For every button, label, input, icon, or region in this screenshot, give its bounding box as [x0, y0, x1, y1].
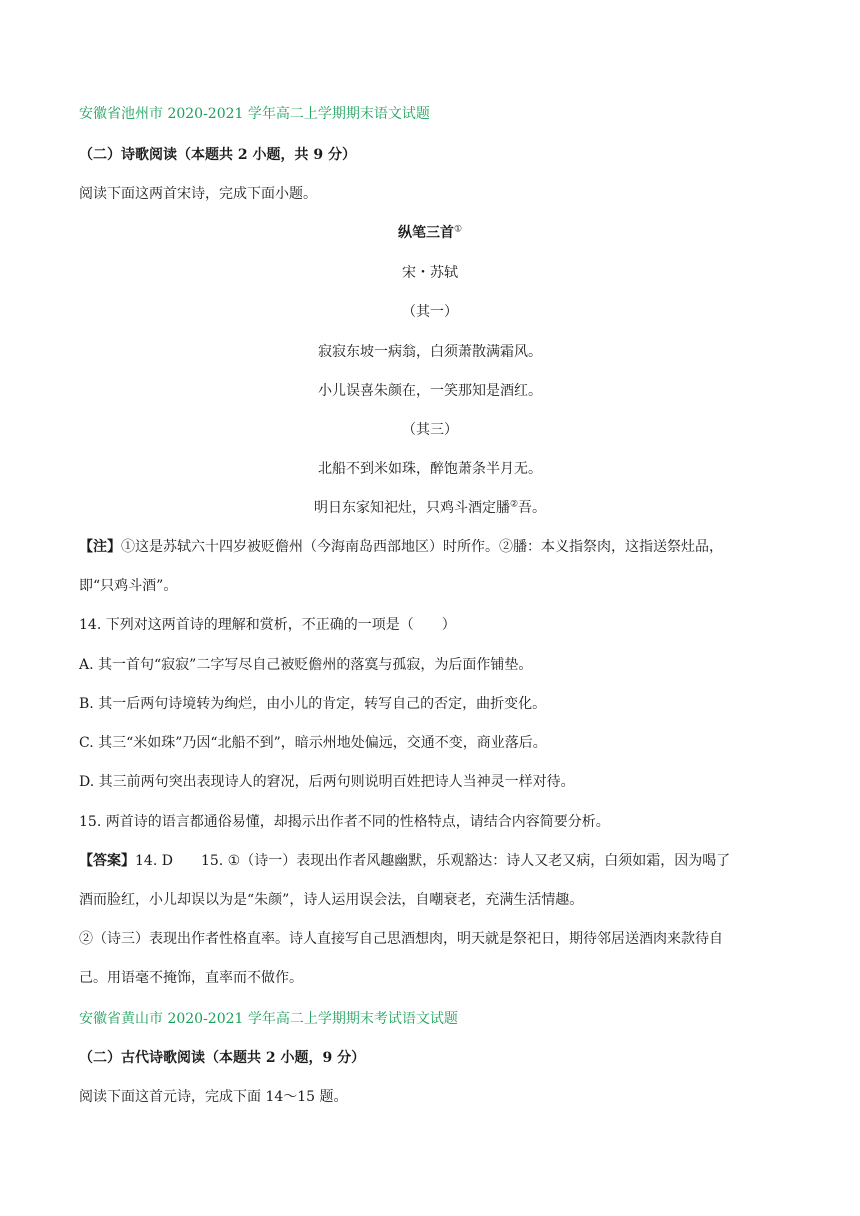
- note-text-1: ①这是苏轼六十四岁被贬儋州（今海南岛西部地区）时所作。②膰：本义指祭肉，这指送祭灶品，: [121, 539, 723, 555]
- answer-label: 【答案】: [79, 853, 135, 869]
- answer-line-4: 己。用语毫不掩饰，直率而不做作。: [79, 970, 303, 986]
- note-line-2: 即“只鸡斗酒”。: [79, 578, 178, 594]
- note-label: 【注】: [79, 539, 121, 555]
- source-line-2: 安徽省黄山市 2020-2021 学年高二上学期期末考试语文试题: [79, 1011, 458, 1027]
- poem-title-footnote-mark: ①: [453, 224, 463, 235]
- poem-part3-line2-text: 明日东家知祀灶，只鸡斗酒定膰: [313, 500, 510, 516]
- poem-part3-line2-end: 吾。: [518, 500, 547, 516]
- instruction-2: 阅读下面这首元诗，完成下面 14～15 题。: [79, 1089, 348, 1105]
- poem-author: 宋・苏轼: [402, 265, 458, 281]
- poem-part1-line1: 寂寂东坡一病翁，白须萧散满霜风。: [318, 344, 542, 360]
- source-line-1: 安徽省池州市 2020-2021 学年高二上学期期末语文试题: [79, 106, 430, 122]
- question-15: 15. 两首诗的语言都通俗易懂，却揭示出作者不同的性格特点，请结合内容简要分析。: [79, 814, 610, 830]
- poem-part3-line2: [0, 498, 860, 518]
- option-c: C. 其三“米如珠”乃因“北船不到”，暗示州地处偏远，交通不变，商业落后。: [79, 735, 547, 751]
- option-b: B. 其一后两句诗境转为绚烂，由小儿的肯定，转写自己的否定，曲折变化。: [79, 696, 547, 712]
- poem-footnote-mark-2: ②: [509, 499, 519, 510]
- answer-line-2: 酒而脸红，小儿却误以为是“朱颜”，诗人运用误会法，自嘲衰老，充满生活情趣。: [79, 892, 584, 908]
- poem-part3-line1: 北船不到米如珠，醉饱萧条半月无。: [318, 461, 542, 477]
- poem-part3-label: （其三）: [402, 422, 458, 438]
- poem-title-text: 纵笔三首: [397, 225, 454, 241]
- poem-part1-line2: 小儿误喜朱颜在，一笑那知是酒红。: [318, 383, 542, 399]
- option-d: D. 其三前两句突出表现诗人的窘况，后两句则说明百姓把诗人当神灵一样对待。: [79, 774, 575, 790]
- poem-title: [0, 223, 860, 243]
- answer-q14: 14. D: [135, 853, 173, 869]
- section-heading-1: （二）诗歌阅读（本题共 2 小题，共 9 分）: [79, 147, 356, 163]
- question-14: 14. 下列对这两首诗的理解和赏析，不正确的一项是（ ）: [79, 617, 456, 633]
- poem-part1-label: （其一）: [402, 304, 458, 320]
- answer-line-1: [79, 851, 800, 871]
- option-a: A. 其一首句“寂寂”二字写尽自己被贬儋州的落寞与孤寂，为后面作铺垫。: [79, 657, 533, 673]
- instruction-1: 阅读下面这两首宋诗，完成下面小题。: [79, 186, 317, 202]
- answer-line-3: ②（诗三）表现出作者性格直率。诗人直接写自己思酒想肉，明天就是祭祀日，期待邻居送酒肉来款待自: [79, 931, 723, 947]
- section-heading-2: （二）古代诗歌阅读（本题共 2 小题，9 分）: [79, 1050, 366, 1066]
- answer-q15-part1: 15. ①（诗一）表现出作者风趣幽默，乐观豁达：诗人又老又病，白须如霜，因为喝了: [200, 853, 731, 869]
- note-line-1: [79, 537, 800, 557]
